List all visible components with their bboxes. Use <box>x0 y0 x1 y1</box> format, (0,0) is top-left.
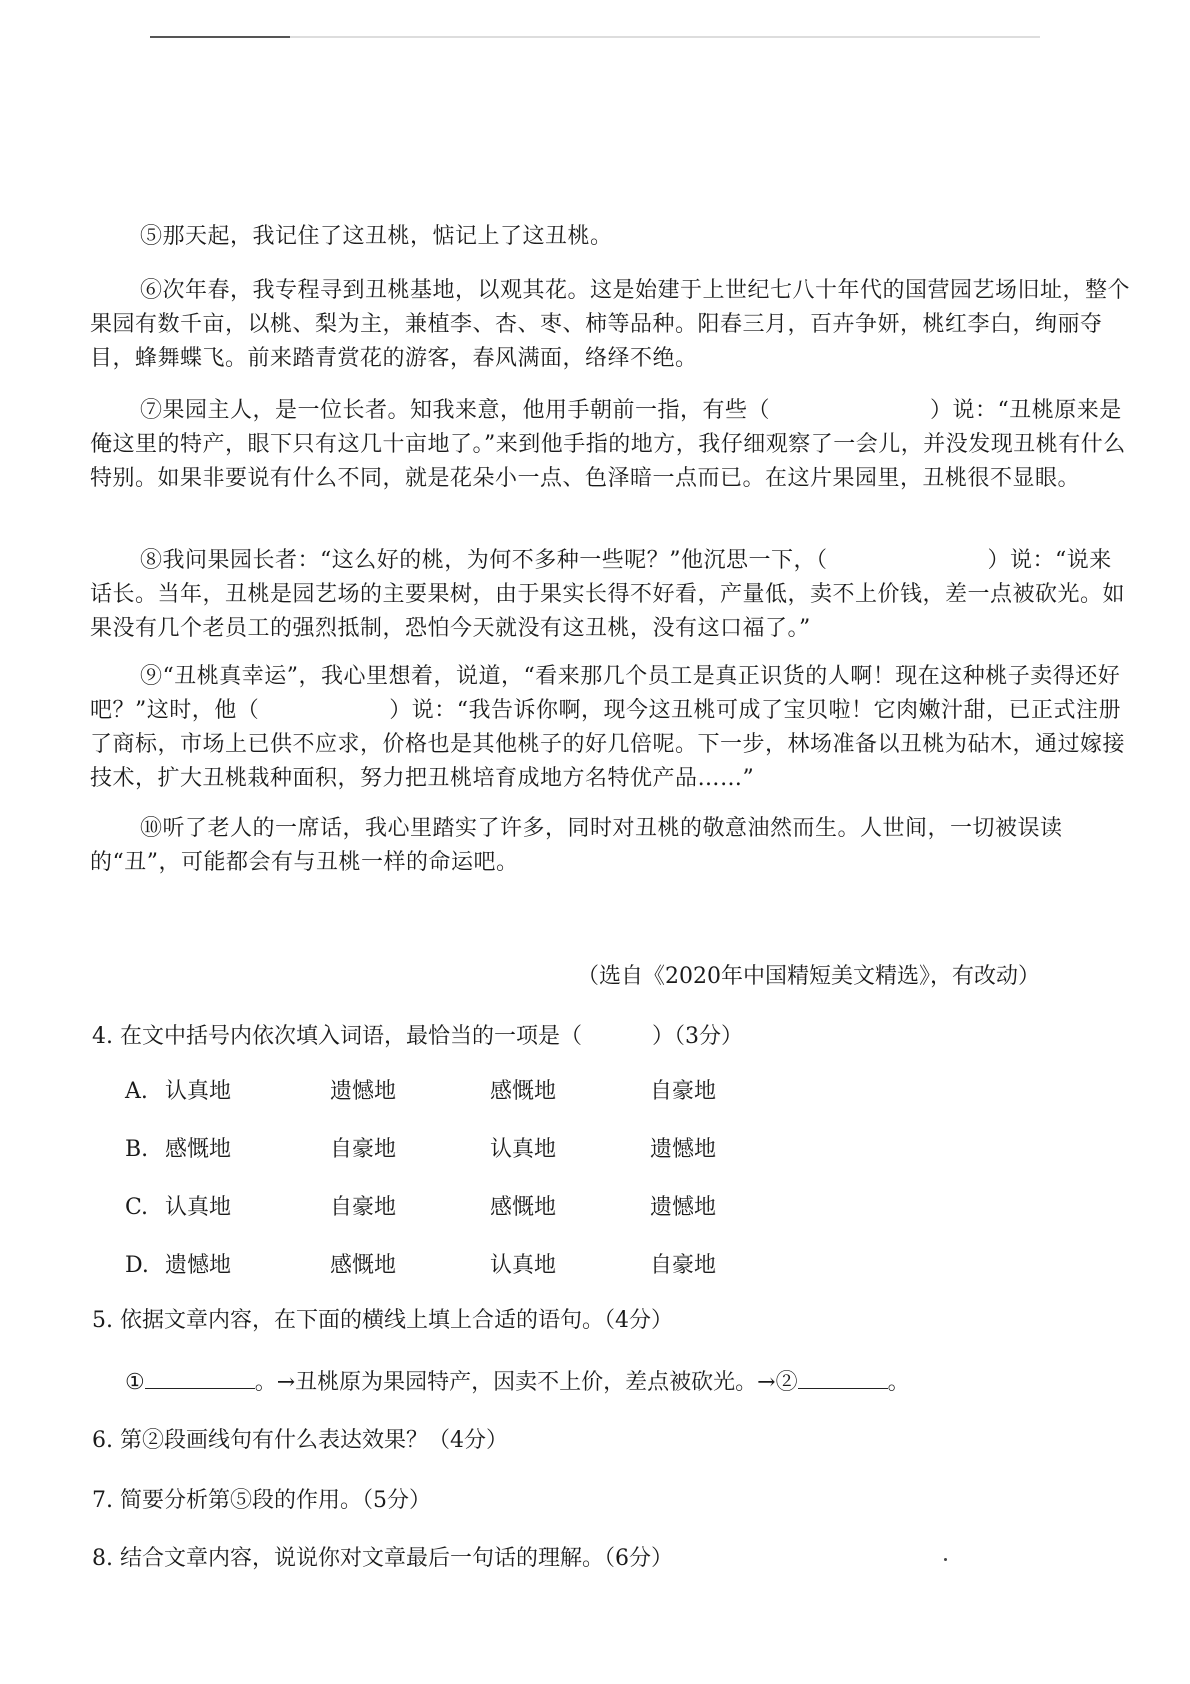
option-d[interactable] <box>125 1249 716 1283</box>
option-word: 感慨地 <box>330 1253 397 1278</box>
option-word: 感慨地 <box>490 1195 557 1220</box>
question-4-text: 4. 在文中括号内依次填入词语，最恰当的一项是（ <box>92 1024 582 1049</box>
option-label: C. <box>125 1195 149 1220</box>
option-word: 自豪地 <box>330 1137 397 1162</box>
paragraph-8-part-2: ）说：“说来话长。当年，丑桃是园艺场的主要果树，由于果实长得不好看，产量低，卖不上价钱，差一点被砍光。如果没有几个老员工的强烈抵制，恐怕今天就没有这丑桃，没有这口福了。” <box>90 548 1126 641</box>
paragraph-9-part-2: ）说：“我告诉你啊，现今这丑桃可成了宝贝啦！它肉嫩汁甜，已正式注册了商标，市场上已供不应求，价格也是其他桃子的好几倍呢。下一步，林场准备以丑桃为砧木，通过嫁接技术，扩大丑桃栽种面积，努力把丑桃培育成地方名特优产品……” <box>90 698 1126 791</box>
option-c[interactable] <box>125 1191 716 1225</box>
option-b[interactable] <box>125 1133 716 1167</box>
option-a[interactable] <box>125 1075 716 1109</box>
header-rule <box>150 36 1040 38</box>
question-5: 5. 依据文章内容，在下面的横线上填上合适的语句。（4分） <box>92 1308 673 1333</box>
source-citation: （选自《2020年中国精短美文精选》，有改动） <box>577 964 1040 989</box>
option-label: A. <box>125 1079 148 1104</box>
paragraph-9-part-1: ⑨“丑桃真幸运”，我心里想着，说道，“看来那几个员工是真正识货的人啊！现在这种桃子卖得还好吧？”这时，他（ <box>90 664 1121 723</box>
option-word: 遗憾地 <box>165 1253 232 1278</box>
option-word: 自豪地 <box>330 1195 397 1220</box>
paragraph-8 <box>90 544 1130 646</box>
option-word: 认真地 <box>165 1195 232 1220</box>
question-4 <box>92 1020 743 1054</box>
question-7: 7. 简要分析第⑤段的作用。（5分） <box>92 1488 431 1513</box>
paragraph-7 <box>90 394 1130 496</box>
option-word: 遗憾地 <box>650 1195 717 1220</box>
question-8: 8. 结合文章内容，说说你对文章最后一句话的理解。（6分） <box>92 1546 673 1571</box>
fill-end: 。 <box>887 1370 910 1395</box>
fill-middle-text: 。→丑桃原为果园特产，因卖不上价，差点被砍光。→② <box>254 1370 798 1395</box>
option-label: D. <box>125 1253 149 1278</box>
paragraph-9 <box>90 660 1130 796</box>
option-word: 遗憾地 <box>330 1079 397 1104</box>
paragraph-6: ⑥次年春，我专程寻到丑桃基地，以观其花。这是始建于上世纪七八十年代的国营园艺场旧址，整个果园有数千亩，以桃、梨为主，兼植李、杏、枣、柿等品种。阳春三月，百卉争妍，桃红李白，绚丽夺目，蜂舞蝶飞。前来踏青赏花的游客，春风满面，络绎不绝。 <box>90 278 1131 371</box>
option-word: 感慨地 <box>165 1137 232 1162</box>
option-word: 遗憾地 <box>650 1137 717 1162</box>
paragraph-8-part-1: ⑧我问果园长者：“这么好的桃，为何不多种一些呢？”他沉思一下，（ <box>140 548 828 573</box>
option-word: 认真地 <box>490 1137 557 1162</box>
paragraph-5: ⑤那天起，我记住了这丑桃，惦记上了这丑桃。 <box>140 224 613 249</box>
paragraph-10: ⑩听了老人的一席话，我心里踏实了许多，同时对丑桃的敬意油然而生。人世间，一切被误读的“丑”，可能都会有与丑桃一样的命运吧。 <box>90 816 1063 875</box>
question-4-score: ）（3分） <box>652 1024 743 1049</box>
fill-blank-1[interactable] <box>145 1364 255 1389</box>
question-6: 6. 第②段画线句有什么表达效果？（4分） <box>92 1428 508 1453</box>
paragraph-7-part-1: ⑦果园主人，是一位长者。知我来意，他用手朝前一指，有些（ <box>140 398 771 423</box>
option-label: B. <box>125 1137 149 1162</box>
paragraph-7-part-2: ）说：“丑桃原来是俺这里的特产，眼下只有这几十亩地了。”来到他手指的地方，我仔细观察了一会儿，并没发现丑桃有什么特别。如果非要说有什么不同，就是花朵小一点、色泽暗一点而已。在这片果园里，丑桃很不显眼。 <box>90 398 1126 491</box>
scan-speck <box>944 1558 947 1561</box>
option-word: 自豪地 <box>650 1253 717 1278</box>
fill-marker-1: ① <box>125 1370 145 1395</box>
option-word: 认真地 <box>165 1079 232 1104</box>
option-word: 认真地 <box>490 1253 557 1278</box>
option-word: 自豪地 <box>650 1079 717 1104</box>
fill-blank-2[interactable] <box>798 1364 888 1389</box>
option-word: 感慨地 <box>490 1079 557 1104</box>
question-5-fill <box>125 1364 910 1400</box>
